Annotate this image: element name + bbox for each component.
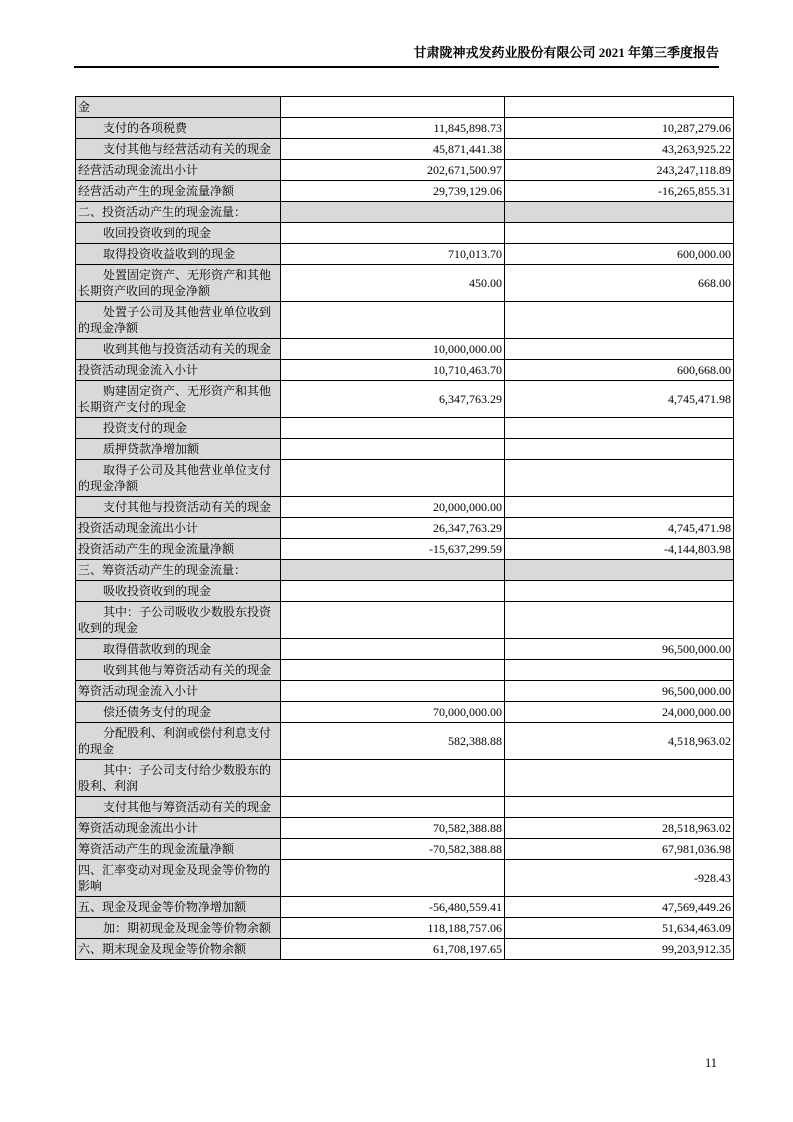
current-period-value: 20,000,000.00 bbox=[281, 497, 505, 518]
prior-period-value bbox=[505, 581, 734, 602]
table-row bbox=[76, 202, 734, 223]
prior-period-value: 96,500,000.00 bbox=[505, 639, 734, 660]
prior-period-value bbox=[505, 202, 734, 223]
table-row bbox=[76, 560, 734, 581]
prior-period-value: 99,203,912.35 bbox=[505, 939, 734, 960]
current-period-value: 6,347,763.29 bbox=[281, 381, 505, 418]
row-label: 支付的各项税费 bbox=[76, 118, 281, 139]
table-row bbox=[76, 860, 734, 897]
row-label: 投资支付的现金 bbox=[76, 418, 281, 439]
current-period-value bbox=[281, 602, 505, 639]
table-row bbox=[76, 639, 734, 660]
current-period-value: 10,710,463.70 bbox=[281, 360, 505, 381]
current-period-value bbox=[281, 581, 505, 602]
prior-period-value: 4,745,471.98 bbox=[505, 518, 734, 539]
current-period-value: 710,013.70 bbox=[281, 244, 505, 265]
row-label: 四、汇率变动对现金及现金等价物的影响 bbox=[76, 860, 281, 897]
current-period-value bbox=[281, 223, 505, 244]
row-label: 取得借款收到的现金 bbox=[76, 639, 281, 660]
prior-period-value: 43,263,925.22 bbox=[505, 139, 734, 160]
row-label: 支付其他与投资活动有关的现金 bbox=[76, 497, 281, 518]
prior-period-value: 4,745,471.98 bbox=[505, 381, 734, 418]
row-label: 筹资活动现金流出小计 bbox=[76, 818, 281, 839]
current-period-value: 11,845,898.73 bbox=[281, 118, 505, 139]
current-period-value: 118,188,757.06 bbox=[281, 918, 505, 939]
page-header bbox=[74, 44, 719, 68]
current-period-value: 26,347,763.29 bbox=[281, 518, 505, 539]
row-label: 其中：子公司吸收少数股东投资收到的现金 bbox=[76, 602, 281, 639]
prior-period-value: 67,981,036.98 bbox=[505, 839, 734, 860]
current-period-value bbox=[281, 560, 505, 581]
row-label: 三、筹资活动产生的现金流量： bbox=[76, 560, 281, 581]
row-label: 筹资活动现金流入小计 bbox=[76, 681, 281, 702]
row-label: 投资活动现金流出小计 bbox=[76, 518, 281, 539]
row-label: 经营活动现金流出小计 bbox=[76, 160, 281, 181]
row-label: 收到其他与投资活动有关的现金 bbox=[76, 339, 281, 360]
table-row bbox=[76, 360, 734, 381]
prior-period-value bbox=[505, 439, 734, 460]
row-label: 筹资活动产生的现金流量净额 bbox=[76, 839, 281, 860]
table-row bbox=[76, 797, 734, 818]
report-title: 甘肃陇神戎发药业股份有限公司 2021 年第三季度报告 bbox=[413, 45, 719, 60]
prior-period-value: 51,634,463.09 bbox=[505, 918, 734, 939]
table-row bbox=[76, 518, 734, 539]
prior-period-value bbox=[505, 302, 734, 339]
table-row bbox=[76, 681, 734, 702]
prior-period-value bbox=[505, 560, 734, 581]
table-row bbox=[76, 223, 734, 244]
prior-period-value: 96,500,000.00 bbox=[505, 681, 734, 702]
row-label: 支付其他与筹资活动有关的现金 bbox=[76, 797, 281, 818]
current-period-value: 582,388.88 bbox=[281, 723, 505, 760]
table-row bbox=[76, 244, 734, 265]
prior-period-value: 600,000.00 bbox=[505, 244, 734, 265]
current-period-value bbox=[281, 760, 505, 797]
row-label: 二、投资活动产生的现金流量： bbox=[76, 202, 281, 223]
prior-period-value: 47,569,449.26 bbox=[505, 897, 734, 918]
table-row bbox=[76, 660, 734, 681]
row-label: 取得投资收益收到的现金 bbox=[76, 244, 281, 265]
row-label: 其中：子公司支付给少数股东的股利、利润 bbox=[76, 760, 281, 797]
row-label: 五、现金及现金等价物净增加额 bbox=[76, 897, 281, 918]
current-period-value: 10,000,000.00 bbox=[281, 339, 505, 360]
current-period-value bbox=[281, 418, 505, 439]
prior-period-value: -16,265,855.31 bbox=[505, 181, 734, 202]
prior-period-value bbox=[505, 460, 734, 497]
prior-period-value: 600,668.00 bbox=[505, 360, 734, 381]
table-row bbox=[76, 160, 734, 181]
table-row bbox=[76, 602, 734, 639]
prior-period-value bbox=[505, 660, 734, 681]
current-period-value bbox=[281, 302, 505, 339]
prior-period-value bbox=[505, 223, 734, 244]
prior-period-value bbox=[505, 339, 734, 360]
row-label: 收回投资收到的现金 bbox=[76, 223, 281, 244]
table-row bbox=[76, 918, 734, 939]
current-period-value bbox=[281, 460, 505, 497]
row-label: 经营活动产生的现金流量净额 bbox=[76, 181, 281, 202]
prior-period-value bbox=[505, 97, 734, 118]
current-period-value: 45,871,441.38 bbox=[281, 139, 505, 160]
current-period-value bbox=[281, 681, 505, 702]
row-label: 质押贷款净增加额 bbox=[76, 439, 281, 460]
row-label: 吸收投资收到的现金 bbox=[76, 581, 281, 602]
table-row bbox=[76, 181, 734, 202]
current-period-value bbox=[281, 202, 505, 223]
current-period-value: -56,480,559.41 bbox=[281, 897, 505, 918]
row-label: 处置固定资产、无形资产和其他长期资产收回的现金净额 bbox=[76, 265, 281, 302]
prior-period-value: 243,247,118.89 bbox=[505, 160, 734, 181]
cash-flow-table bbox=[75, 96, 734, 960]
table-row bbox=[76, 302, 734, 339]
row-label: 分配股利、利润或偿付利息支付的现金 bbox=[76, 723, 281, 760]
table-row bbox=[76, 139, 734, 160]
current-period-value bbox=[281, 660, 505, 681]
prior-period-value bbox=[505, 418, 734, 439]
row-label: 加：期初现金及现金等价物余额 bbox=[76, 918, 281, 939]
prior-period-value: 4,518,963.02 bbox=[505, 723, 734, 760]
table-row bbox=[76, 439, 734, 460]
table-row bbox=[76, 581, 734, 602]
prior-period-value: 10,287,279.06 bbox=[505, 118, 734, 139]
cash-flow-table-body bbox=[76, 97, 734, 960]
row-label: 投资活动产生的现金流量净额 bbox=[76, 539, 281, 560]
page-number: 11 bbox=[704, 1056, 717, 1070]
table-row bbox=[76, 339, 734, 360]
current-period-value bbox=[281, 97, 505, 118]
table-row bbox=[76, 818, 734, 839]
prior-period-value: 28,518,963.02 bbox=[505, 818, 734, 839]
prior-period-value: -928.43 bbox=[505, 860, 734, 897]
table-row bbox=[76, 897, 734, 918]
prior-period-value: 24,000,000.00 bbox=[505, 702, 734, 723]
row-label: 取得子公司及其他营业单位支付的现金净额 bbox=[76, 460, 281, 497]
current-period-value: 61,708,197.65 bbox=[281, 939, 505, 960]
prior-period-value bbox=[505, 602, 734, 639]
table-row bbox=[76, 497, 734, 518]
table-row bbox=[76, 939, 734, 960]
row-label: 支付其他与经营活动有关的现金 bbox=[76, 139, 281, 160]
prior-period-value bbox=[505, 760, 734, 797]
row-label: 六、期末现金及现金等价物余额 bbox=[76, 939, 281, 960]
current-period-value: -70,582,388.88 bbox=[281, 839, 505, 860]
row-label: 收到其他与筹资活动有关的现金 bbox=[76, 660, 281, 681]
row-label: 处置子公司及其他营业单位收到的现金净额 bbox=[76, 302, 281, 339]
table-row bbox=[76, 702, 734, 723]
table-row bbox=[76, 418, 734, 439]
current-period-value bbox=[281, 860, 505, 897]
current-period-value bbox=[281, 797, 505, 818]
current-period-value bbox=[281, 639, 505, 660]
prior-period-value: 668.00 bbox=[505, 265, 734, 302]
row-label: 投资活动现金流入小计 bbox=[76, 360, 281, 381]
prior-period-value: -4,144,803.98 bbox=[505, 539, 734, 560]
table-row bbox=[76, 723, 734, 760]
current-period-value: 70,000,000.00 bbox=[281, 702, 505, 723]
table-row bbox=[76, 839, 734, 860]
current-period-value: 29,739,129.06 bbox=[281, 181, 505, 202]
row-label: 金 bbox=[76, 97, 281, 118]
current-period-value bbox=[281, 439, 505, 460]
current-period-value: 202,671,500.97 bbox=[281, 160, 505, 181]
table-row bbox=[76, 118, 734, 139]
current-period-value: -15,637,299.59 bbox=[281, 539, 505, 560]
current-period-value: 450.00 bbox=[281, 265, 505, 302]
row-label: 偿还债务支付的现金 bbox=[76, 702, 281, 723]
table-row bbox=[76, 381, 734, 418]
prior-period-value bbox=[505, 497, 734, 518]
table-row bbox=[76, 760, 734, 797]
table-row bbox=[76, 265, 734, 302]
row-label: 购建固定资产、无形资产和其他长期资产支付的现金 bbox=[76, 381, 281, 418]
prior-period-value bbox=[505, 797, 734, 818]
current-period-value: 70,582,388.88 bbox=[281, 818, 505, 839]
table-row bbox=[76, 97, 734, 118]
table-row bbox=[76, 460, 734, 497]
table-row bbox=[76, 539, 734, 560]
